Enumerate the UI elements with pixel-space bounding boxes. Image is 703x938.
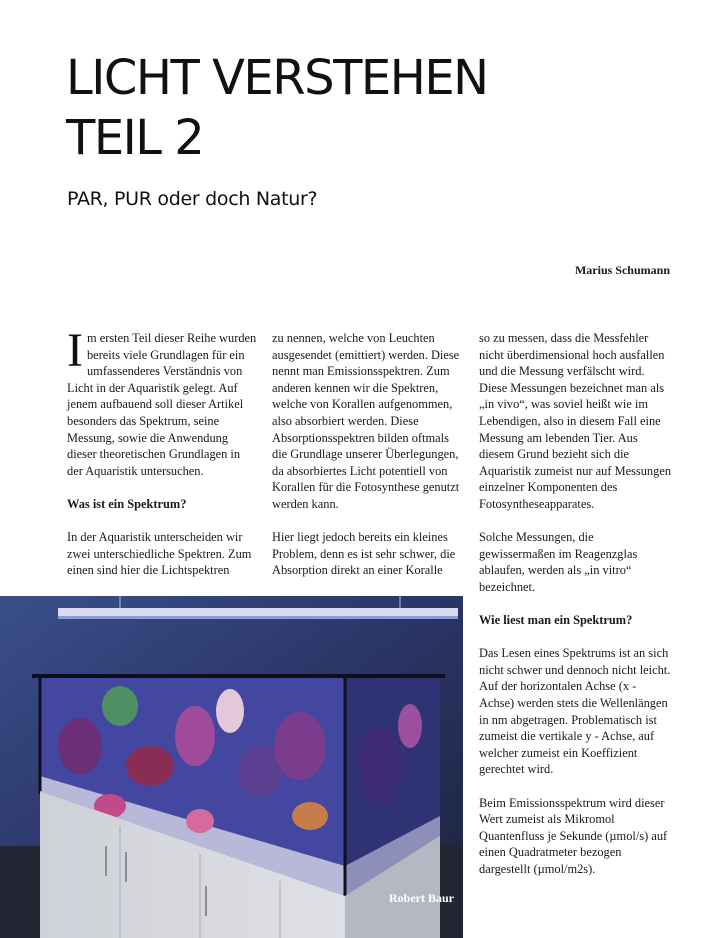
- text-column-1: [67, 324, 257, 596]
- paragraph: Das Lesen eines Spektrums ist an sich nicht schwer und dennoch nicht leicht. Auf der horizontalen Achse (x - Achse) werden stets die Wellenlängen in nm abgetragen. Problematisch ist zumeist die vertikale y - Achse, auf welcher zumeist ein Koeffizient gerechtet wird.: [479, 646, 671, 777]
- text-column-2: [272, 330, 464, 596]
- title-line-2: TEIL 2: [66, 110, 204, 166]
- text-column-3: [479, 330, 673, 894]
- title-line-1: LICHT VERSTEHEN: [66, 50, 488, 106]
- paragraph: Solche Messungen, die gewissermaßen im Reagenzglas ablaufen, werden als „in vitro“ bezeichnet.: [479, 530, 638, 594]
- paragraph: zu nennen, welche von Leuchten ausgesendet (emittiert) werden. Diese nennt man Emissionsspektren. Zum anderen kennen wir die Spektren, welche von Korallen aufgenommen, also absorbiert werden. Diese Absorptionsspektren bilden oftmals die Grundlage unserer Überlegungen, da absorbiertes Licht potentiell von Korallen für die Fotosynthese genutzt werden kann.: [272, 331, 460, 511]
- paragraph: Beim Emissionsspektrum wird dieser Wert zumeist als Mikromol Quantenfluss je Sekunde (µmol/s) auf einen Quadratmeter bezogen dargestellt (µmol/m2s).: [479, 795, 668, 876]
- article-subtitle: PAR, PUR oder doch Natur?: [67, 188, 318, 210]
- section-heading-lesen: Wie liest man ein Spektrum?: [479, 613, 633, 628]
- aquarium-photo: [0, 596, 463, 938]
- paragraph: so zu messen, dass die Messfehler nicht überdimensional hoch ausfallen und die Messung verfälscht wird. Diese Messungen bezeichnet man als „in vivo“, was soviel heißt wie im Lebendigen, also in diesem Fall eine Messung am lebenden Tier. Aus diesem Grund bezieht sich die Aquaristik zumeist nur auf Messungen einzelner Komponenten des Fotosyntheseapparates.: [479, 331, 672, 511]
- section-heading-spektrum: Was ist ein Spektrum?: [67, 496, 187, 511]
- drop-cap: I: [67, 324, 83, 377]
- aquarium-illustration: [0, 596, 463, 938]
- paragraph: Hier liegt jedoch bereits ein kleines Problem, denn es ist sehr schwer, die Absorption direkt an einer Koralle: [272, 530, 456, 578]
- photo-credit: Robert Baur: [389, 891, 454, 905]
- author-name: Marius Schumann: [574, 263, 670, 277]
- paragraph: In der Aquaristik unterscheiden wir zwei unterschiedliche Spektren. Zum einen sind hier die Lichtspektren: [67, 530, 252, 578]
- intro-paragraph: Im ersten Teil dieser Reihe wurden bereits viele Grundlagen für ein umfassenderes Verständnis von Licht in der Aquaristik gelegt. Auf jenem aufbauend soll dieser Artikel besonders das Spektrum, seine Messung, sowie die Anwendung dieser theoretischen Grundlagen in der Aquaristik untersuchen.: [67, 324, 257, 478]
- article-title: [66, 48, 488, 168]
